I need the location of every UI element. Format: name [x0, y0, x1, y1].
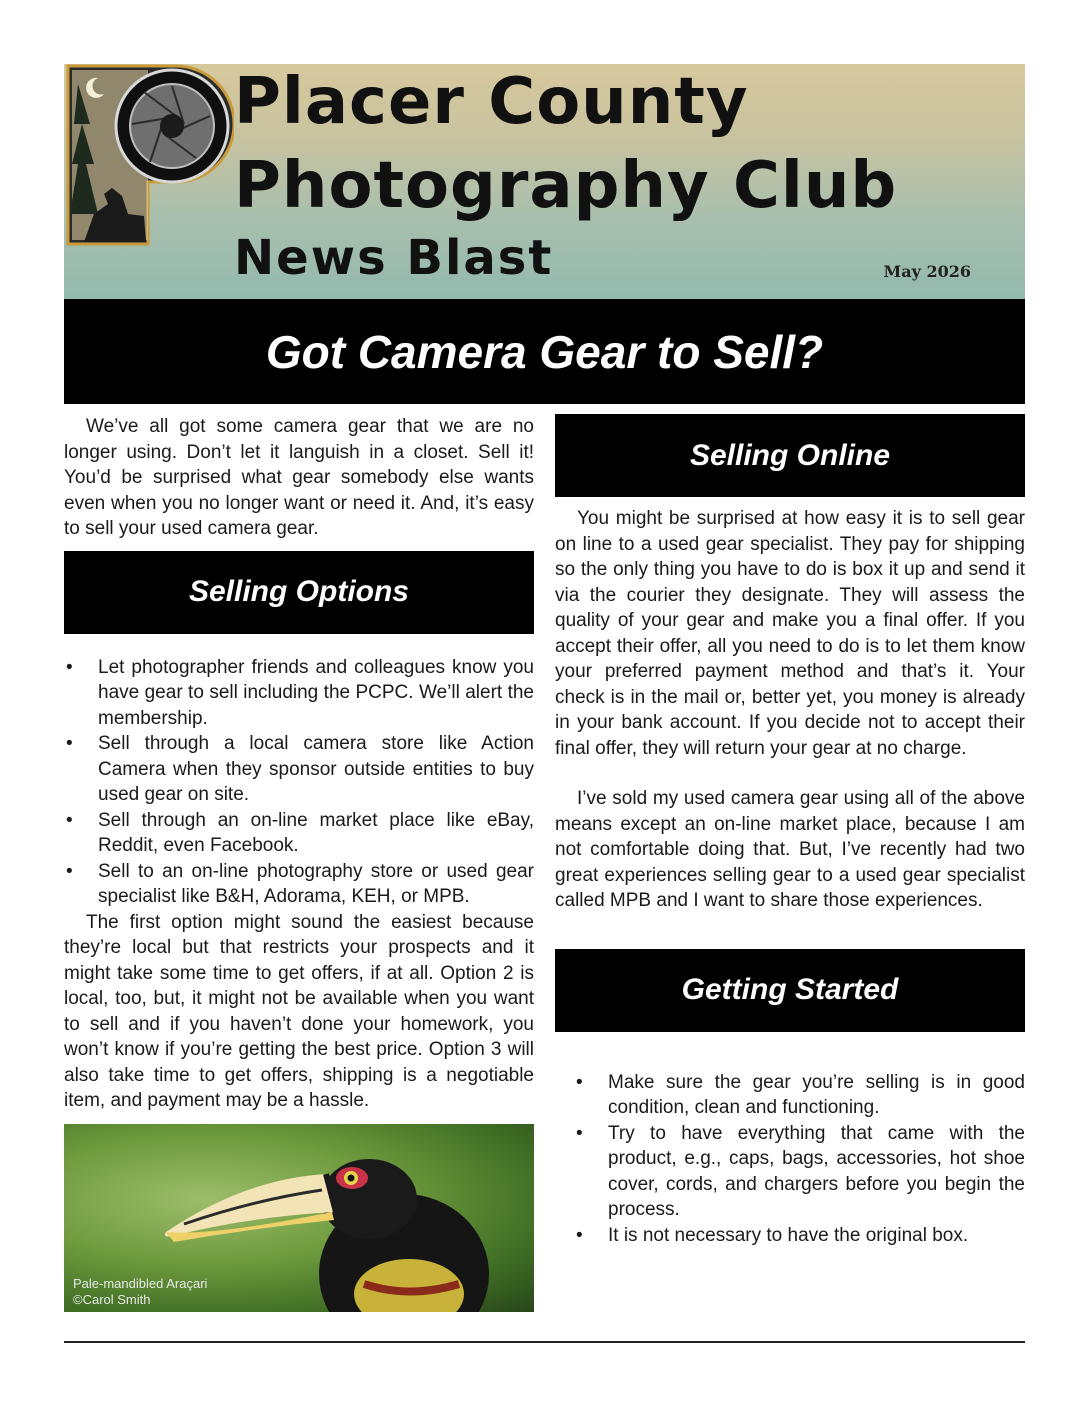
club-title-line2: Photography Club: [234, 149, 898, 223]
section-banner-getting-started: [555, 949, 1025, 1032]
photo-caption-title: Pale-mandibled Araçari: [73, 1275, 208, 1291]
options-paragraph: The first option might sound the easiest because they’re local but that restricts your prospects and it might take some time to get offers, if at all. Option 2 is local, too, but, it might not be available when you want to sell and if you haven’t done your homework, you won’t know if you’re getting the best price. Option 3 will also take time to get offers, shipping is a negotiable item, and payment may be a hassle.: [64, 911, 534, 1111]
bird-photo: [64, 1124, 534, 1312]
photo-caption-credit: ©Carol Smith: [73, 1291, 151, 1307]
photo-caption: [73, 1276, 207, 1308]
list-item: • Make sure the gear you’re selling is in good condition, clean and functioning.: [608, 1070, 1025, 1121]
selling-options-list: [64, 655, 534, 910]
left-column: [64, 414, 534, 1312]
list-item: • It is not necessary to have the original box.: [608, 1223, 1025, 1249]
online-paragraph-2: I’ve sold my used camera gear using all of the above means except an on-line market place, because I am not comfortable doing that. But, I’ve recently had two great experiences selling gear to a used gear specialist called MPB and I want to share those experiences.: [555, 788, 1025, 911]
intro-paragraph: We’ve all got some camera gear that we are no longer using. Don’t let it languish in a closet. Sell it! You’d be surprised what gear somebody else wants even when you no longer want or need it. And, it’s easy to sell your used camera gear.: [64, 416, 534, 539]
section-banner-selling-options: [64, 551, 534, 634]
section-banner-selling-online: [555, 414, 1025, 497]
section-heading: Selling Options: [188, 575, 409, 608]
issue-date: May 2026: [883, 262, 971, 281]
list-item: • Sell to an on-line photography store or used gear specialist like B&H, Adorama, KEH, or MPB.: [98, 859, 534, 910]
list-item: • Sell through an on-line market place like eBay, Reddit, even Facebook.: [98, 808, 534, 859]
list-item: • Try to have everything that came with the product, e.g., caps, bags, accessories, hot shoe cover, cords, and chargers before you begin the process.: [608, 1121, 1025, 1223]
getting-started-list: [555, 1070, 1025, 1249]
online-paragraph-1: You might be surprised at how easy it is to sell gear on line to a used gear specialist. They pay for shipping so the only thing you have to do is box it up and send it via the courier they designate. They will assess the quality of your gear and make you a final offer. If you accept their offer, all you need to do is to let them know your preferred payment method and that’s it. Your check is in the mail or, better yet, you money is already in your bank account. If you decide not to accept their final offer, they will return your gear at no charge.: [555, 508, 1025, 759]
section-heading: Selling Online: [689, 438, 891, 472]
main-headline: Got Camera Gear to Sell?: [265, 325, 824, 378]
footer-divider: [64, 1341, 1025, 1343]
newsletter-name: News Blast: [234, 230, 554, 286]
right-column: [555, 414, 1025, 1248]
list-item: • Let photographer friends and colleagues know you have gear to sell including the PCPC. We’ll alert the membership.: [98, 655, 534, 732]
club-logo: [64, 64, 234, 249]
masthead: [64, 64, 1025, 299]
main-headline-banner: [64, 299, 1025, 404]
club-title-line1: Placer County: [234, 65, 749, 139]
section-heading: Getting Started: [681, 973, 899, 1006]
list-item: • Sell through a local camera store like Action Camera when they sponsor outside entities to buy used gear on site.: [98, 731, 534, 808]
